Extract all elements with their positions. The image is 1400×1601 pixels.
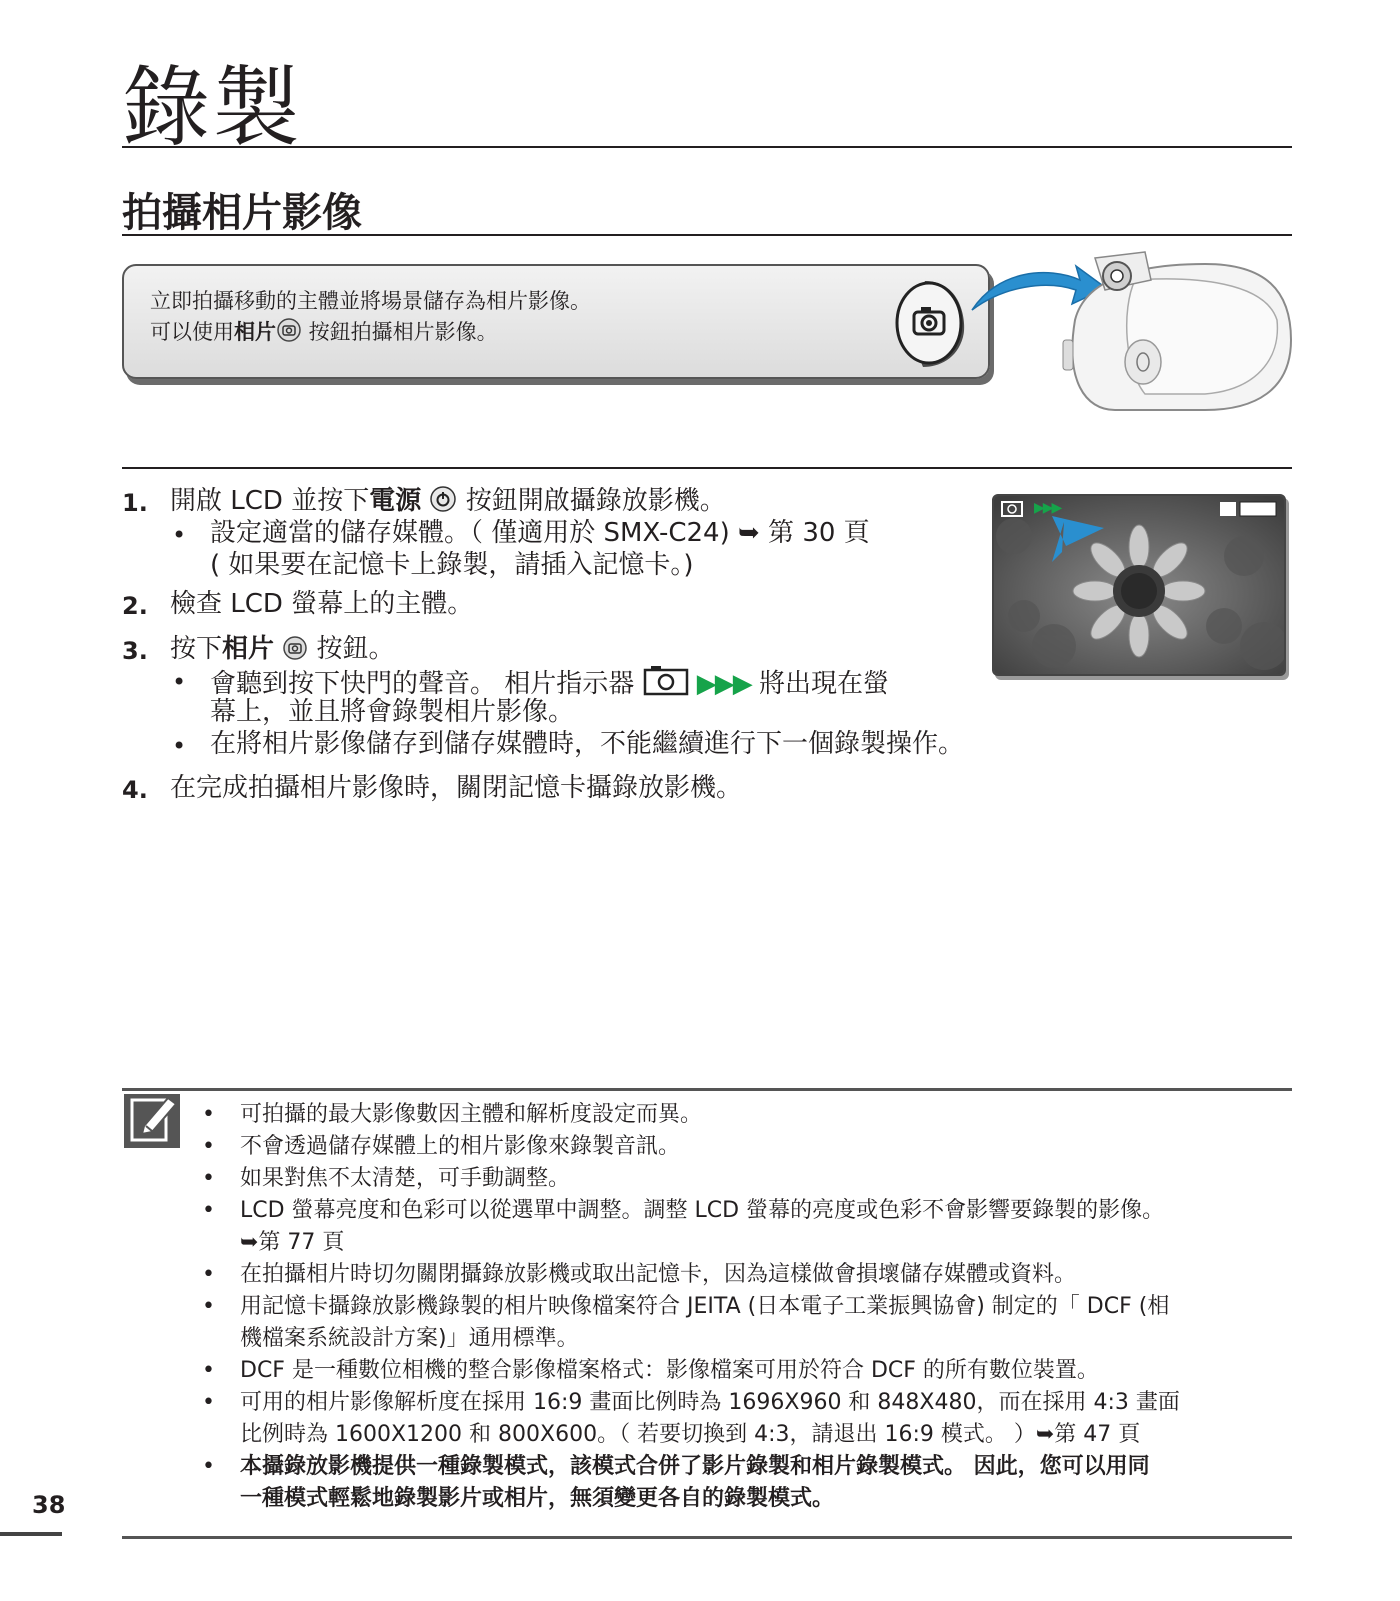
note-2: 不會透過儲存媒體上的相片影像來錄製音訊。 <box>240 1134 681 1159</box>
note-8-line-1: 可用的相片影像解析度在採用 16:9 畫面比例時為 1696X960 和 848X480，而在採用 4:3 畫面 <box>240 1390 1180 1415</box>
step-1-text: 開啟 LCD 並按下電源 按鈕開啟攝錄放影機。 <box>170 485 726 521</box>
bullet: • <box>202 1454 215 1479</box>
chapter-divider <box>122 146 1292 148</box>
camcorder-illustration <box>1055 250 1293 425</box>
step-3-bullet-1-line-1: 會聽到按下快門的聲音。 相片指示器 ▶▶▶ 將出現在螢 <box>210 664 889 704</box>
capture-arrows-indicator: ▶▶▶ <box>696 669 751 699</box>
lcd-capture-arrows: ▶▶▶ <box>1034 500 1061 516</box>
note-pencil-icon <box>122 1092 182 1150</box>
step-4-text: 在完成拍攝相片影像時，關閉記憶卡攝錄放影機。 <box>170 773 743 803</box>
step-2-text: 檢查 LCD 螢幕上的主體。 <box>170 589 474 619</box>
photo-button-icon <box>276 317 302 351</box>
note-6-line-2: 機檔案系統設計方案)」通用標準。 <box>240 1326 579 1351</box>
camera-indicator-icon <box>643 664 689 704</box>
section-divider <box>122 234 1292 236</box>
bullet: • <box>202 1390 215 1415</box>
bullet: • <box>202 1102 215 1127</box>
step-3-number: 3. <box>122 637 148 665</box>
section-title: 拍攝相片影像 <box>122 190 362 236</box>
note-8-line-2: 比例時為 1600X1200 和 800X600。（ 若要切換到 4:3，請退出 16:9 模式。 ）➥第 47 頁 <box>240 1422 1141 1447</box>
note-9-line-2: 一種模式輕鬆地錄製影片或相片，無須變更各自的錄製模式。 <box>240 1486 835 1511</box>
page-number-underline <box>0 1532 62 1536</box>
note-5: 在拍攝相片時切勿關閉攝錄放影機或取出記憶卡，因為這樣做會損壞儲存媒體或資料。 <box>240 1262 1077 1287</box>
step-1-bullet-1-line-2: ( 如果要在記憶卡上錄製，請插入記憶卡。) <box>210 550 694 580</box>
step-3-bullet-2: 在將相片影像儲存到儲存媒體時，不能繼續進行下一個錄製操作。 <box>210 729 965 759</box>
step-3-text: 按下相片 按鈕。 <box>170 633 395 669</box>
steps-divider <box>122 467 1292 469</box>
step-3-bullet-1-line-2: 幕上，並且將會錄製相片影像。 <box>210 697 575 727</box>
note-9-line-1: 本攝錄放影機提供一種錄製模式，該模式合併了影片錄製和相片錄製模式。 因此，您可以用同 <box>240 1454 1150 1479</box>
lcd-screenshot <box>992 494 1286 676</box>
note-4-line-1: LCD 螢幕亮度和色彩可以從選單中調整。調整 LCD 螢幕的亮度或色彩不會影響要錄製的影像。 <box>240 1198 1165 1223</box>
bullet: • <box>172 668 187 696</box>
intro-line-2: 可以使用相片 按鈕拍攝相片影像。 <box>150 317 498 351</box>
step-2-number: 2. <box>122 592 148 620</box>
intro-line-1: 立即拍攝移動的主體並將場景儲存為相片影像。 <box>150 289 591 313</box>
bullet: • <box>202 1198 215 1223</box>
photo-button-icon-large <box>893 275 969 371</box>
page-number: 38 <box>32 1491 66 1519</box>
note-1: 可拍攝的最大影像數因主體和解析度設定而異。 <box>240 1102 703 1127</box>
bullet: • <box>202 1294 215 1319</box>
bullet: • <box>202 1262 215 1287</box>
step-1-bullet-1-line-1: 設定適當的儲存媒體。（ 僅適用於 SMX-C24) ➥ 第 30 頁 <box>210 518 870 548</box>
bullet: • <box>202 1166 215 1191</box>
power-button-icon <box>429 485 457 521</box>
bullet: • <box>202 1134 215 1159</box>
notes-bottom-divider <box>122 1536 1292 1539</box>
note-3: 如果對焦不太清楚，可手動調整。 <box>240 1166 571 1191</box>
notes-top-divider <box>122 1088 1292 1091</box>
note-6-line-1: 用記憶卡攝錄放影機錄製的相片映像檔案符合 JEITA (日本電子工業振興協會) 制定的「 DCF (相 <box>240 1294 1170 1319</box>
note-7: DCF 是一種數位相機的整合影像檔案格式：影像檔案可用於符合 DCF 的所有數位裝置。 <box>240 1358 1099 1383</box>
bullet: • <box>172 521 187 549</box>
bullet: • <box>202 1358 215 1383</box>
step-4-number: 4. <box>122 776 148 804</box>
bullet: • <box>172 732 187 760</box>
step-1-number: 1. <box>122 489 148 517</box>
note-4-line-2: ➥第 77 頁 <box>240 1230 345 1255</box>
chapter-title: 錄製 <box>122 56 303 159</box>
